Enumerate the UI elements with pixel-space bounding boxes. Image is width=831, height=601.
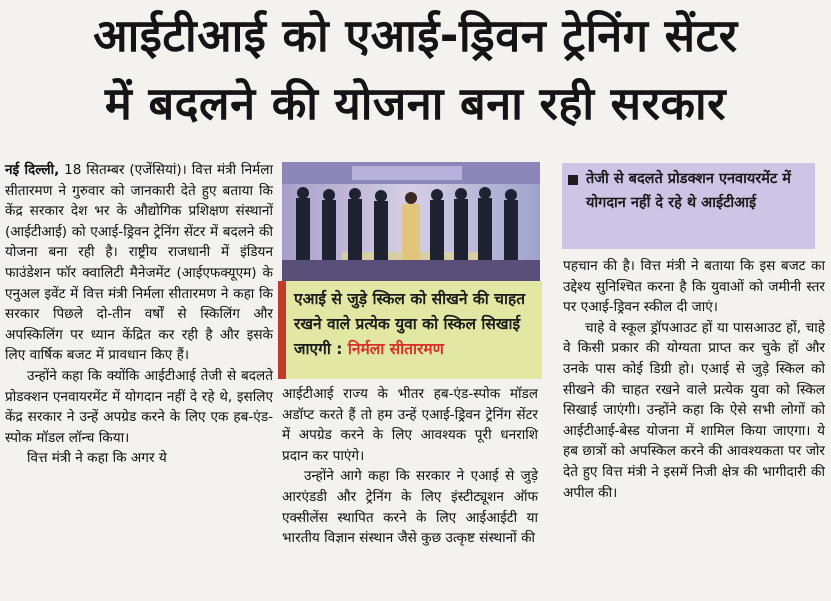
- photo-caption: [278, 281, 542, 379]
- headline-line-1: आईटीआई को एआई-ड्रिवन ट्रेनिंग सेंटर: [93, 9, 738, 62]
- caption-quote: एआई से जुड़े स्किल को सीखने की चाहत रखने वाले प्रत्येक युवा को स्किल सिखाई जाएगी :: [294, 290, 526, 358]
- caption-accent-bar: [278, 281, 286, 379]
- dateline: नई दिल्ली,: [5, 162, 60, 178]
- article-column-2: [282, 384, 538, 549]
- article-paragraph: पहचान की है। वित्त मंत्री ने बताया कि इस बजट का उद्देश्य सुनिश्चित करना है कि युवाओं को जमीनी स्तर पर एआई-ड्रिवन स्कील दी जाएं।: [563, 258, 825, 316]
- pull-quote-box: [562, 163, 815, 249]
- article-paragraph: उन्होंने आगे कहा कि सरकार ने एआई से जुड़े आरएंडडी और ट्रेनिंग के लिए इंस्टीट्यूशन ऑफ एक्सीलेंस स्थापित करने के लिए आईआईटी या भारतीय विज्ञान संस्थान जैसे कुछ उत्कृष्ट संस्थानों की: [282, 468, 538, 547]
- article-paragraph: चाहे वे स्कूल ड्रॉपआउट हों या पासआउट हों, चाहे वे किसी प्रकार की योग्यता प्राप्त कर चुके हों और उनके पास कोई डिग्री हो। एआई से जुड़े स्किल को सीखने की चाहत रखने वाले प्रत्येक युवा को स्किल सिखाई जाएंगी। उन्होंने कहा कि ऐसे सभी लोगों को आईटीआई-बेस्ड योजना में शामिल किया जाएगा। ये हब छात्रों को अपस्किल करने की आवश्यकता पर जोर देते हुए वित्त मंत्री ने इसमें निजी क्षेत्र की भागीदारी की अपील की।: [563, 319, 825, 501]
- article-paragraph: [5, 160, 273, 366]
- headline-line-2: में बदलने की योजना बना रही सरकार: [104, 77, 727, 130]
- square-bullet-icon: [568, 175, 578, 185]
- article-column-3: [563, 256, 825, 503]
- article-paragraph: उन्होंने कहा कि क्योंकि आईटीआई तेजी से बदलते प्रोडक्शन एनवायरमेंट में योगदान नहीं दे रहे थे, इसलिए केंद्र सरकार ने उन्हें अपग्रेड करने के लिए एक हब-एंड-स्पोक मॉडल लॉन्च किया।: [5, 367, 273, 446]
- lead-text: 18 सितम्बर (एजेंसियां)। वित्त मंत्री निर्मला सीतारमण ने गुरुवार को जानकारी देते हुए बताया कि केंद्र सरकार देश भर के औद्योगिक प्रशिक्षण संस्थानों (आईटीआई) को एआई-ड्रिवन ट्रेनिंग सेंटर में बदलने की योजना बना रही है। राष्ट्रीय राजधानी में इंडियन फाउंडेशन फॉर क्वालिटी मैनेजमेंट (आईएफक्यूएम) के एनुअल इवेंट में वित्त मंत्री निर्मला सीतारमण ने कहा कि सरकार पिछले दो-तीन वर्षों से स्किलिंग और अपस्किलिंग पर ध्यान केंद्रित कर रही है और इसके लिए वार्षिक बजट में प्रावधान किए हैं।: [5, 162, 273, 364]
- article-column-1: [5, 160, 273, 469]
- article-paragraph: आईटीआई राज्य के भीतर हब-एंड-स्पोक मॉडल अडॉप्ट करते हैं तो हम उन्हें एआई-ड्रिवन ट्रेनिंग सेंटर में अपग्रेड करने के लिए आवश्यक पूरी धनराशि प्रदान कर पाएंगे।: [282, 386, 538, 464]
- event-photo-image: [282, 162, 540, 282]
- pull-quote-text: तेजी से बदलते प्रोडक्शन एनवायरमेंट में योगदान नहीं दे रहे थे आईटीआई: [586, 171, 791, 211]
- event-photo: [282, 162, 540, 282]
- caption-text: [294, 287, 538, 362]
- caption-speaker: निर्मला सीतारमण: [342, 340, 444, 358]
- article-paragraph: वित्त मंत्री ने कहा कि अगर ये: [27, 450, 167, 467]
